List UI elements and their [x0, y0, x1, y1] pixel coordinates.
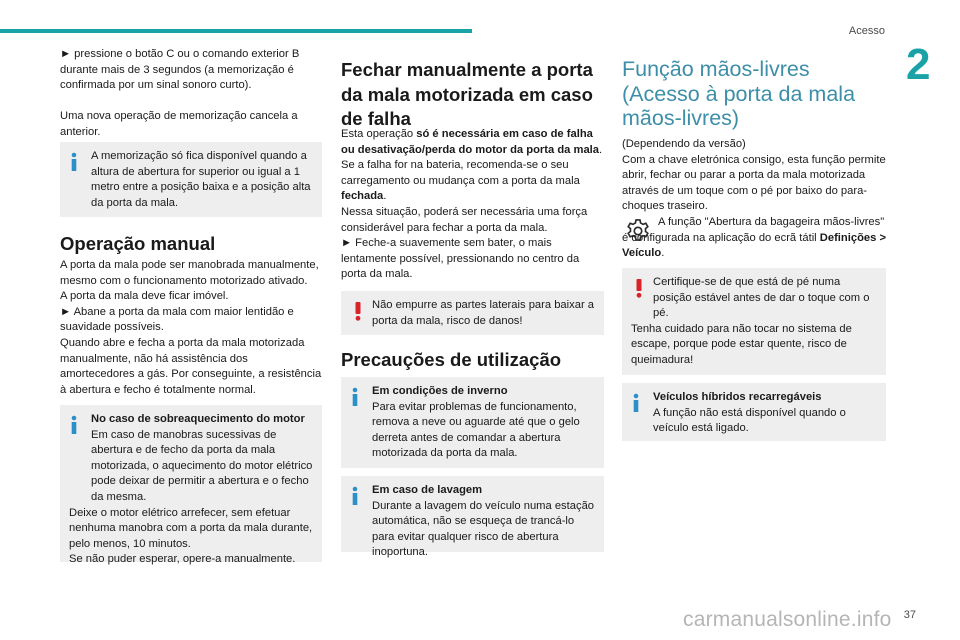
warning-icon [350, 301, 367, 321]
chapter-number: 2 [906, 40, 931, 89]
watermark: carmanualsonline.info [683, 608, 892, 631]
note-title: Em caso de lavagem [372, 484, 483, 496]
section-heading: Função mãos-livres (Acesso à porta da mala mãos-livres) [622, 57, 856, 130]
note-text: A função não está disponível quando o veículo está ligado. [653, 406, 846, 435]
settings-tip [622, 215, 886, 263]
note-text: Para evitar problemas de funcionamento, remova a neve ou aguarde até que o gelo derreta antes de comandar a abertura motorizada da porta da mala. [372, 400, 580, 460]
note-text: A memorização só fica disponível quando a altura de abertura for superior ou igual a 1 metro entre a posição baixa e a posição alta da porta da mala. [91, 150, 311, 209]
paragraph: Nessa situação, poderá ser necessária uma força considerável para fechar a porta da mala. [341, 205, 588, 234]
note-text: Em caso de manobras sucessivas de abertura e de fecho da porta da mala motorizada, o aquecimento do motor elétrico pode deixar de permitir a abertura e o fecho da mesma. [91, 428, 313, 503]
info-icon [350, 486, 367, 506]
note-text: Não empurre as partes laterais para baixar a porta da mala, risco de danos! [372, 299, 594, 327]
note-text: Se não puder esperar, opere-a manualmente. [69, 553, 296, 566]
page-number: 37 [903, 609, 916, 621]
warning-icon [631, 278, 648, 298]
paragraph: A porta da mala pode ser manobrada manualmente, mesmo com o funcionamento motorizado ativado. [60, 259, 319, 287]
paragraph: A porta da mala deve ficar imóvel. [60, 290, 229, 303]
info-note [341, 476, 604, 559]
warning-note [622, 268, 886, 375]
gear-icon [624, 217, 652, 245]
paragraph: Uma nova operação de memorização cancela a anterior. [60, 110, 298, 138]
paragraph: (Dependendo da versão) [622, 138, 746, 150]
section-heading: Precauções de utilização [341, 349, 562, 370]
paragraph: Com a chave eletrónica consigo, esta função permite abrir, fechar ou parar a porta da mala motorizada através de um toque com o pé por baixo do para-choques traseiro. [622, 153, 886, 213]
paragraph: ► Feche-a suavemente sem bater, o mais lentamente possível, pressionando no centro da porta da mala. [341, 237, 580, 281]
info-note [341, 377, 604, 468]
paragraph: ► pressione o botão C ou o comando exterior B durante mais de 3 segundos (a memorização é confirmada por um sinal sonoro curto). [60, 48, 300, 92]
paragraph: Se a falha for na bateria, recomenda-se o seu carregamento ou mudança com a porta da mala fechada. [341, 159, 580, 203]
paragraph: ► Abane a porta da mala com maior lentidão e suavidade possíveis. [60, 305, 294, 334]
note-text: Durante a lavagem do veículo numa estação automática, não se esqueça de trancá-lo para evitar qualquer risco de abertura inoportuna. [372, 499, 595, 559]
section-heading: Operação manual [60, 233, 216, 254]
paragraph: Esta operação só é necessária em caso de falha ou desativação/perda do motor da porta da mala. [341, 128, 603, 156]
info-icon [631, 393, 648, 413]
note-text: Tenha cuidado para não tocar no sistema de escape, porque pode estar quente, risco de queimadura! [631, 322, 852, 366]
note-title: Veículos híbridos recarregáveis [653, 391, 822, 403]
note-title: No caso de sobreaquecimento do motor [91, 413, 305, 425]
info-note [622, 383, 886, 441]
info-icon [350, 387, 367, 407]
paragraph: Quando abre e fecha a porta da mala motorizada manualmente, não há assistência dos amortecedores a gás. Por conseguinte, a resistência à abertura e fecho é totalmente normal. [60, 336, 322, 396]
section-heading: Fechar manualmente a porta da mala motorizada em caso de falha [341, 59, 593, 129]
info-icon [69, 152, 86, 172]
section-title: Acesso [848, 25, 885, 37]
info-note [60, 142, 322, 217]
tip-text: A função "Abertura da bagageira mãos-livres" é configurada na aplicação do ecrã tátil Definições > Veículo. [622, 216, 886, 260]
note-text: Deixe o motor elétrico arrefecer, sem efetuar nenhuma manobra com a porta da mala durante, pelo menos, 10 minutos. [69, 506, 313, 550]
note-title: Em condições de inverno [372, 385, 508, 397]
warning-note [341, 291, 604, 335]
info-note [60, 405, 322, 566]
header-accent-bar [0, 29, 472, 33]
note-text: Certifique-se de que está de pé numa posição estável antes de dar o toque com o pé. [653, 276, 870, 320]
info-icon [69, 415, 86, 435]
